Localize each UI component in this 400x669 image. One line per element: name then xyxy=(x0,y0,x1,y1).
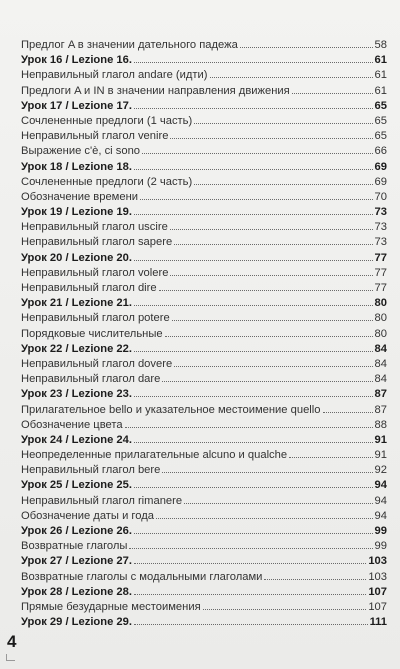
toc-dot-leader xyxy=(134,214,373,215)
page-number: 4 xyxy=(7,632,17,651)
toc-topic-entry[interactable] xyxy=(21,463,387,478)
toc-topic-entry[interactable] xyxy=(21,175,387,190)
toc-dot-leader xyxy=(264,579,366,580)
toc-dot-leader xyxy=(125,427,373,428)
table-of-contents xyxy=(21,38,387,630)
toc-dot-leader xyxy=(165,336,373,337)
toc-dot-leader xyxy=(174,366,372,367)
toc-dot-leader xyxy=(184,503,372,504)
toc-lesson-entry[interactable] xyxy=(21,554,387,569)
toc-entry-page: 80 xyxy=(374,297,387,310)
toc-dot-leader xyxy=(162,472,372,473)
toc-dot-leader xyxy=(134,396,373,397)
toc-entry-title: Неправильный глагол dire xyxy=(21,282,157,294)
toc-dot-leader xyxy=(134,624,368,625)
toc-topic-entry[interactable] xyxy=(21,84,387,99)
toc-entry-title: Прямые безударные местоимения xyxy=(21,600,201,613)
toc-dot-leader xyxy=(170,229,373,230)
toc-entry-page: 94 xyxy=(374,494,387,507)
toc-topic-entry[interactable] xyxy=(21,235,387,250)
toc-entry-page: 77 xyxy=(374,266,387,279)
toc-topic-entry[interactable] xyxy=(21,509,387,524)
toc-topic-entry[interactable] xyxy=(21,600,387,615)
toc-entry-title: Предлоги A и IN в значении направления движения xyxy=(21,84,290,97)
toc-topic-entry[interactable] xyxy=(21,129,387,144)
toc-entry-title: Прилагательное bello и указательное местоимение quello xyxy=(21,403,321,416)
toc-entry-title: Урок 16 / Lezione 16. xyxy=(21,54,132,67)
toc-lesson-entry[interactable] xyxy=(21,53,387,68)
toc-topic-entry[interactable] xyxy=(21,327,387,342)
toc-topic-entry[interactable] xyxy=(21,68,387,83)
toc-entry-title: Урок 27 / Lezione 27. xyxy=(21,555,132,568)
toc-entry-page: 87 xyxy=(374,403,387,416)
toc-lesson-entry[interactable] xyxy=(21,251,387,266)
toc-entry-page: 88 xyxy=(374,418,387,431)
toc-dot-leader xyxy=(134,62,373,63)
toc-dot-leader xyxy=(289,457,372,458)
toc-dot-leader xyxy=(194,184,372,185)
toc-topic-entry[interactable] xyxy=(21,144,387,159)
corner-mark xyxy=(6,654,15,661)
toc-entry-page: 73 xyxy=(374,206,387,219)
toc-lesson-entry[interactable] xyxy=(21,342,387,357)
toc-dot-leader xyxy=(172,320,373,321)
toc-entry-title: Неопределенные прилагательные alcuno и qualche xyxy=(21,449,288,462)
toc-topic-entry[interactable] xyxy=(21,539,387,554)
toc-entry-title: Урок 24 / Lezione 24. xyxy=(21,433,132,446)
toc-entry-page: 65 xyxy=(374,130,387,143)
toc-entry-page: 66 xyxy=(374,145,387,158)
toc-lesson-entry[interactable] xyxy=(21,478,387,493)
toc-entry-title: Урок 17 / Lezione 17. xyxy=(21,99,132,112)
toc-entry-title: Обозначение времени xyxy=(21,190,139,203)
toc-dot-leader xyxy=(134,563,366,564)
toc-entry-title: Урок 26 / Lezione 26. xyxy=(21,525,132,537)
toc-entry-page: 80 xyxy=(374,312,387,325)
toc-topic-entry[interactable] xyxy=(21,266,387,281)
toc-entry-title: Сочлененные предлоги (1 часть) xyxy=(21,114,193,127)
toc-entry-title: Урок 25 / Lezione 25. xyxy=(21,479,132,492)
toc-dot-leader xyxy=(129,548,372,549)
toc-lesson-entry[interactable] xyxy=(21,615,387,630)
toc-entry-title: Урок 29 / Lezione 29. xyxy=(21,616,132,629)
toc-dot-leader xyxy=(240,47,373,48)
toc-entry-page: 58 xyxy=(374,39,387,51)
toc-entry-title: Урок 23 / Lezione 23. xyxy=(21,388,132,401)
toc-entry-title: Неправильный глагол dare xyxy=(21,373,161,386)
toc-dot-leader xyxy=(134,442,373,443)
toc-entry-title: Урок 19 / Lezione 19. xyxy=(21,206,132,219)
toc-entry-page: 107 xyxy=(368,600,387,613)
toc-entry-page: 103 xyxy=(368,555,387,568)
toc-entry-page: 77 xyxy=(374,282,387,294)
toc-entry-title: Урок 18 / Lezione 18. xyxy=(21,160,132,173)
toc-entry-page: 61 xyxy=(374,84,387,97)
toc-dot-leader xyxy=(134,487,373,488)
toc-entry-page: 84 xyxy=(374,342,387,355)
toc-entry-page: 91 xyxy=(374,449,387,462)
toc-entry-page: 69 xyxy=(374,175,387,188)
toc-dot-leader xyxy=(323,412,373,413)
toc-entry-title: Обозначение даты и года xyxy=(21,509,154,522)
toc-entry-title: Предлог A в значении дательного падежа xyxy=(21,39,238,51)
toc-dot-leader xyxy=(142,153,373,154)
toc-lesson-entry[interactable] xyxy=(21,524,387,539)
toc-entry-page: 73 xyxy=(374,236,387,249)
toc-dot-leader xyxy=(134,305,373,306)
toc-entry-title: Неправильный глагол sapere xyxy=(21,236,173,249)
toc-entry-page: 70 xyxy=(374,190,387,203)
toc-lesson-entry[interactable] xyxy=(21,433,387,448)
toc-dot-leader xyxy=(194,123,372,124)
toc-topic-entry[interactable] xyxy=(21,220,387,235)
toc-entry-page: 65 xyxy=(374,114,387,127)
toc-topic-entry[interactable] xyxy=(21,403,387,418)
toc-entry-page: 61 xyxy=(374,69,387,82)
toc-lesson-entry[interactable] xyxy=(21,585,387,600)
toc-entry-page: 77 xyxy=(374,251,387,264)
toc-topic-entry[interactable] xyxy=(21,448,387,463)
toc-topic-entry[interactable] xyxy=(21,357,387,372)
toc-dot-leader xyxy=(210,77,373,78)
toc-entry-title: Возвратные глаголы с модальными глаголами xyxy=(21,570,263,583)
toc-dot-leader xyxy=(203,609,367,610)
toc-entry-page: 80 xyxy=(374,327,387,340)
toc-topic-entry[interactable] xyxy=(21,38,387,53)
toc-entry-page: 99 xyxy=(374,525,387,537)
toc-topic-entry[interactable] xyxy=(21,311,387,326)
toc-entry-page: 84 xyxy=(374,357,387,370)
toc-lesson-entry[interactable] xyxy=(21,296,387,311)
toc-entry-title: Неправильный глагол venire xyxy=(21,130,169,143)
toc-entry-page: 73 xyxy=(374,221,387,234)
toc-entry-page: 99 xyxy=(374,540,387,553)
toc-lesson-entry[interactable] xyxy=(21,99,387,114)
toc-entry-title: Порядковые числительные xyxy=(21,327,163,340)
toc-entry-title: Неправильный глагол uscire xyxy=(21,221,168,234)
toc-entry-title: Урок 21 / Lezione 21. xyxy=(21,297,132,310)
toc-topic-entry[interactable] xyxy=(21,570,387,585)
toc-entry-page: 111 xyxy=(369,616,387,629)
toc-topic-entry[interactable] xyxy=(21,372,387,387)
toc-dot-leader xyxy=(134,108,373,109)
toc-entry-title: Сочлененные предлоги (2 часть) xyxy=(21,175,193,188)
toc-entry-page: 61 xyxy=(374,54,387,67)
toc-dot-leader xyxy=(292,93,373,94)
toc-entry-title: Урок 20 / Lezione 20. xyxy=(21,251,132,264)
toc-entry-title: Возвратные глаголы xyxy=(21,540,128,553)
toc-entry-title: Выражение c'è, ci sono xyxy=(21,145,141,158)
toc-entry-page: 94 xyxy=(374,479,387,492)
toc-dot-leader xyxy=(170,275,372,276)
toc-dot-leader xyxy=(134,260,373,261)
toc-entry-title: Неправильный глагол volere xyxy=(21,266,169,279)
toc-entry-title: Неправильный глагол bere xyxy=(21,464,161,477)
toc-lesson-entry[interactable] xyxy=(21,160,387,175)
toc-entry-page: 103 xyxy=(368,570,387,583)
toc-lesson-entry[interactable] xyxy=(21,387,387,402)
toc-entry-title: Неправильный глагол dovere xyxy=(21,357,173,370)
toc-entry-page: 84 xyxy=(374,373,387,386)
toc-entry-page: 107 xyxy=(368,585,387,598)
toc-entry-page: 65 xyxy=(374,99,387,112)
toc-topic-entry[interactable] xyxy=(21,418,387,433)
toc-entry-page: 69 xyxy=(374,160,387,173)
toc-lesson-entry[interactable] xyxy=(21,205,387,220)
toc-topic-entry[interactable] xyxy=(21,494,387,509)
toc-dot-leader xyxy=(156,518,373,519)
toc-entry-title: Урок 22 / Lezione 22. xyxy=(21,342,132,355)
toc-dot-leader xyxy=(162,381,372,382)
toc-entry-title: Обозначение цвета xyxy=(21,418,123,431)
toc-dot-leader xyxy=(159,290,373,291)
toc-entry-page: 94 xyxy=(374,509,387,522)
toc-entry-title: Неправильный глагол andare (идти) xyxy=(21,69,208,82)
toc-entry-page: 87 xyxy=(374,388,387,401)
toc-topic-entry[interactable] xyxy=(21,190,387,205)
toc-topic-entry[interactable] xyxy=(21,281,387,296)
toc-dot-leader xyxy=(134,169,373,170)
toc-dot-leader xyxy=(134,351,373,352)
toc-entry-title: Неправильный глагол rimanere xyxy=(21,494,183,507)
toc-dot-leader xyxy=(170,138,372,139)
toc-entry-page: 91 xyxy=(374,433,387,446)
toc-dot-leader xyxy=(134,533,373,534)
toc-entry-title: Урок 28 / Lezione 28. xyxy=(21,585,132,598)
toc-entry-title: Неправильный глагол potere xyxy=(21,312,170,325)
toc-topic-entry[interactable] xyxy=(21,114,387,129)
toc-entry-page: 92 xyxy=(374,464,387,477)
toc-dot-leader xyxy=(140,199,373,200)
toc-dot-leader xyxy=(134,594,366,595)
toc-dot-leader xyxy=(174,244,372,245)
